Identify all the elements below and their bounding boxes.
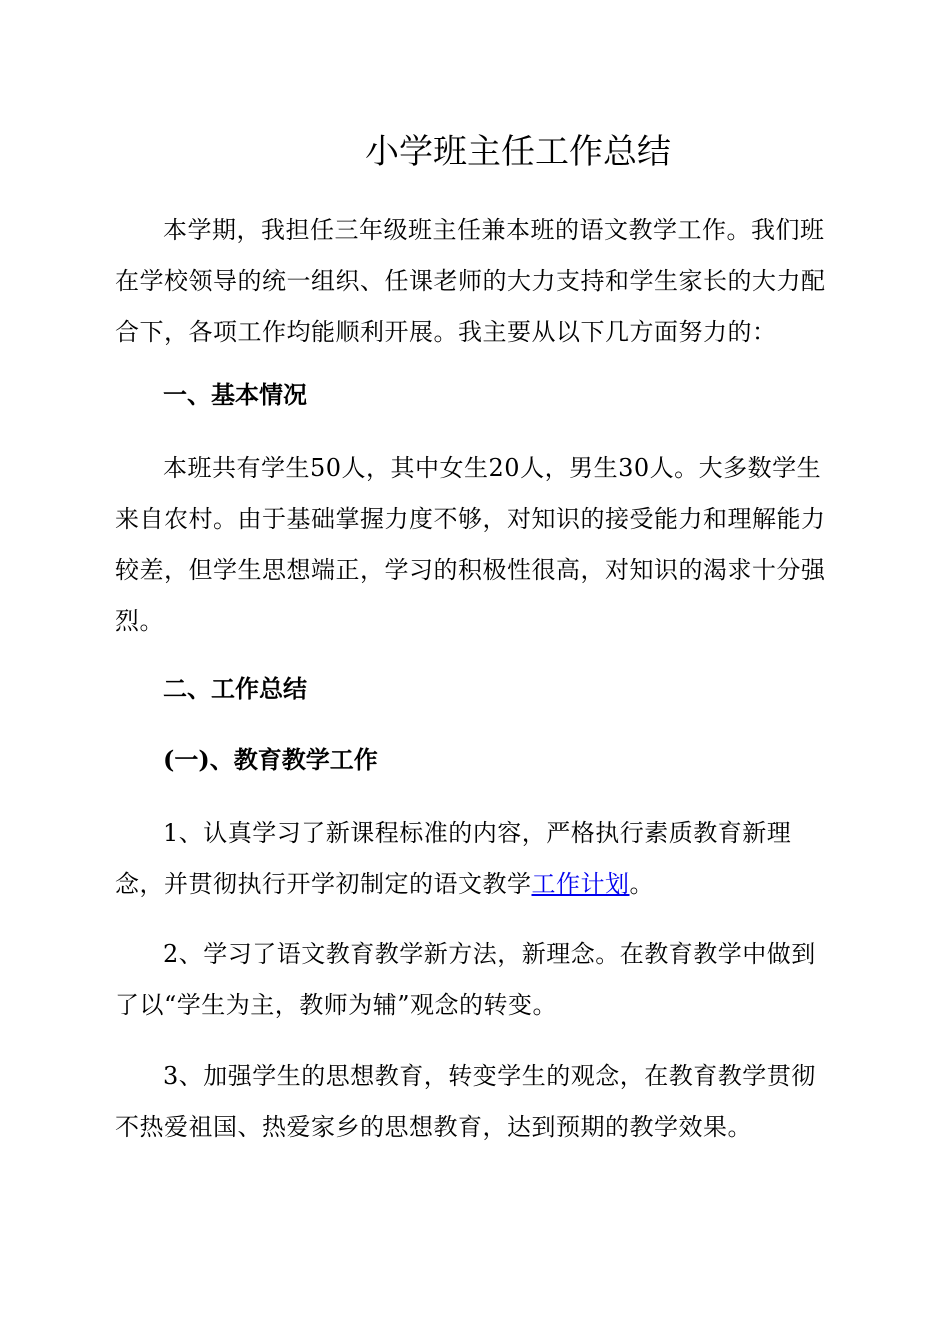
intro-paragraph: 本学期，我担任三年级班主任兼本班的语文教学工作。我们班在学校领导的统一组织、任课老师的大力支持和学生家长的大力配合下，各项工作均能顺利开展。我主要从以下几方面努力的： — [115, 216, 826, 346]
list-item-3: 3、加强学生的思想教育，转变学生的观念，在教育教学贯彻不热爱祖国、热爱家乡的思想教育，达到预期的教学效果。 — [115, 1062, 816, 1141]
section-heading-summary: 二、工作总结 — [163, 675, 307, 703]
list-item-2: 2、学习了语文教育教学新方法，新理念。在教育教学中做到了以“学生为主，教师为辅”观念的转变。 — [115, 940, 816, 1019]
work-plan-link[interactable]: 工作计划 — [531, 870, 630, 898]
basic-situation-paragraph: 本班共有学生50人，其中女生20人，男生30人。大多数学生来自农村。由于基础掌握力度不够，对知识的接受能力和理解能力较差，但学生思想端正，学习的积极性很高，对知识的渴求十分强烈。 — [115, 454, 826, 635]
list-item-1-text: 1、认真学习了新课程标准的内容，严格执行素质教育新理念，并贯彻执行开学初制定的语文教学 — [115, 819, 792, 898]
list-item-1-end: 。 — [629, 870, 654, 898]
subheading-teaching-work: (一)、教育教学工作 — [163, 745, 378, 774]
section-heading-basic: 一、基本情况 — [163, 381, 307, 409]
document-title: 小学班主任工作总结 — [365, 132, 671, 172]
list-item-1 — [115, 808, 835, 910]
